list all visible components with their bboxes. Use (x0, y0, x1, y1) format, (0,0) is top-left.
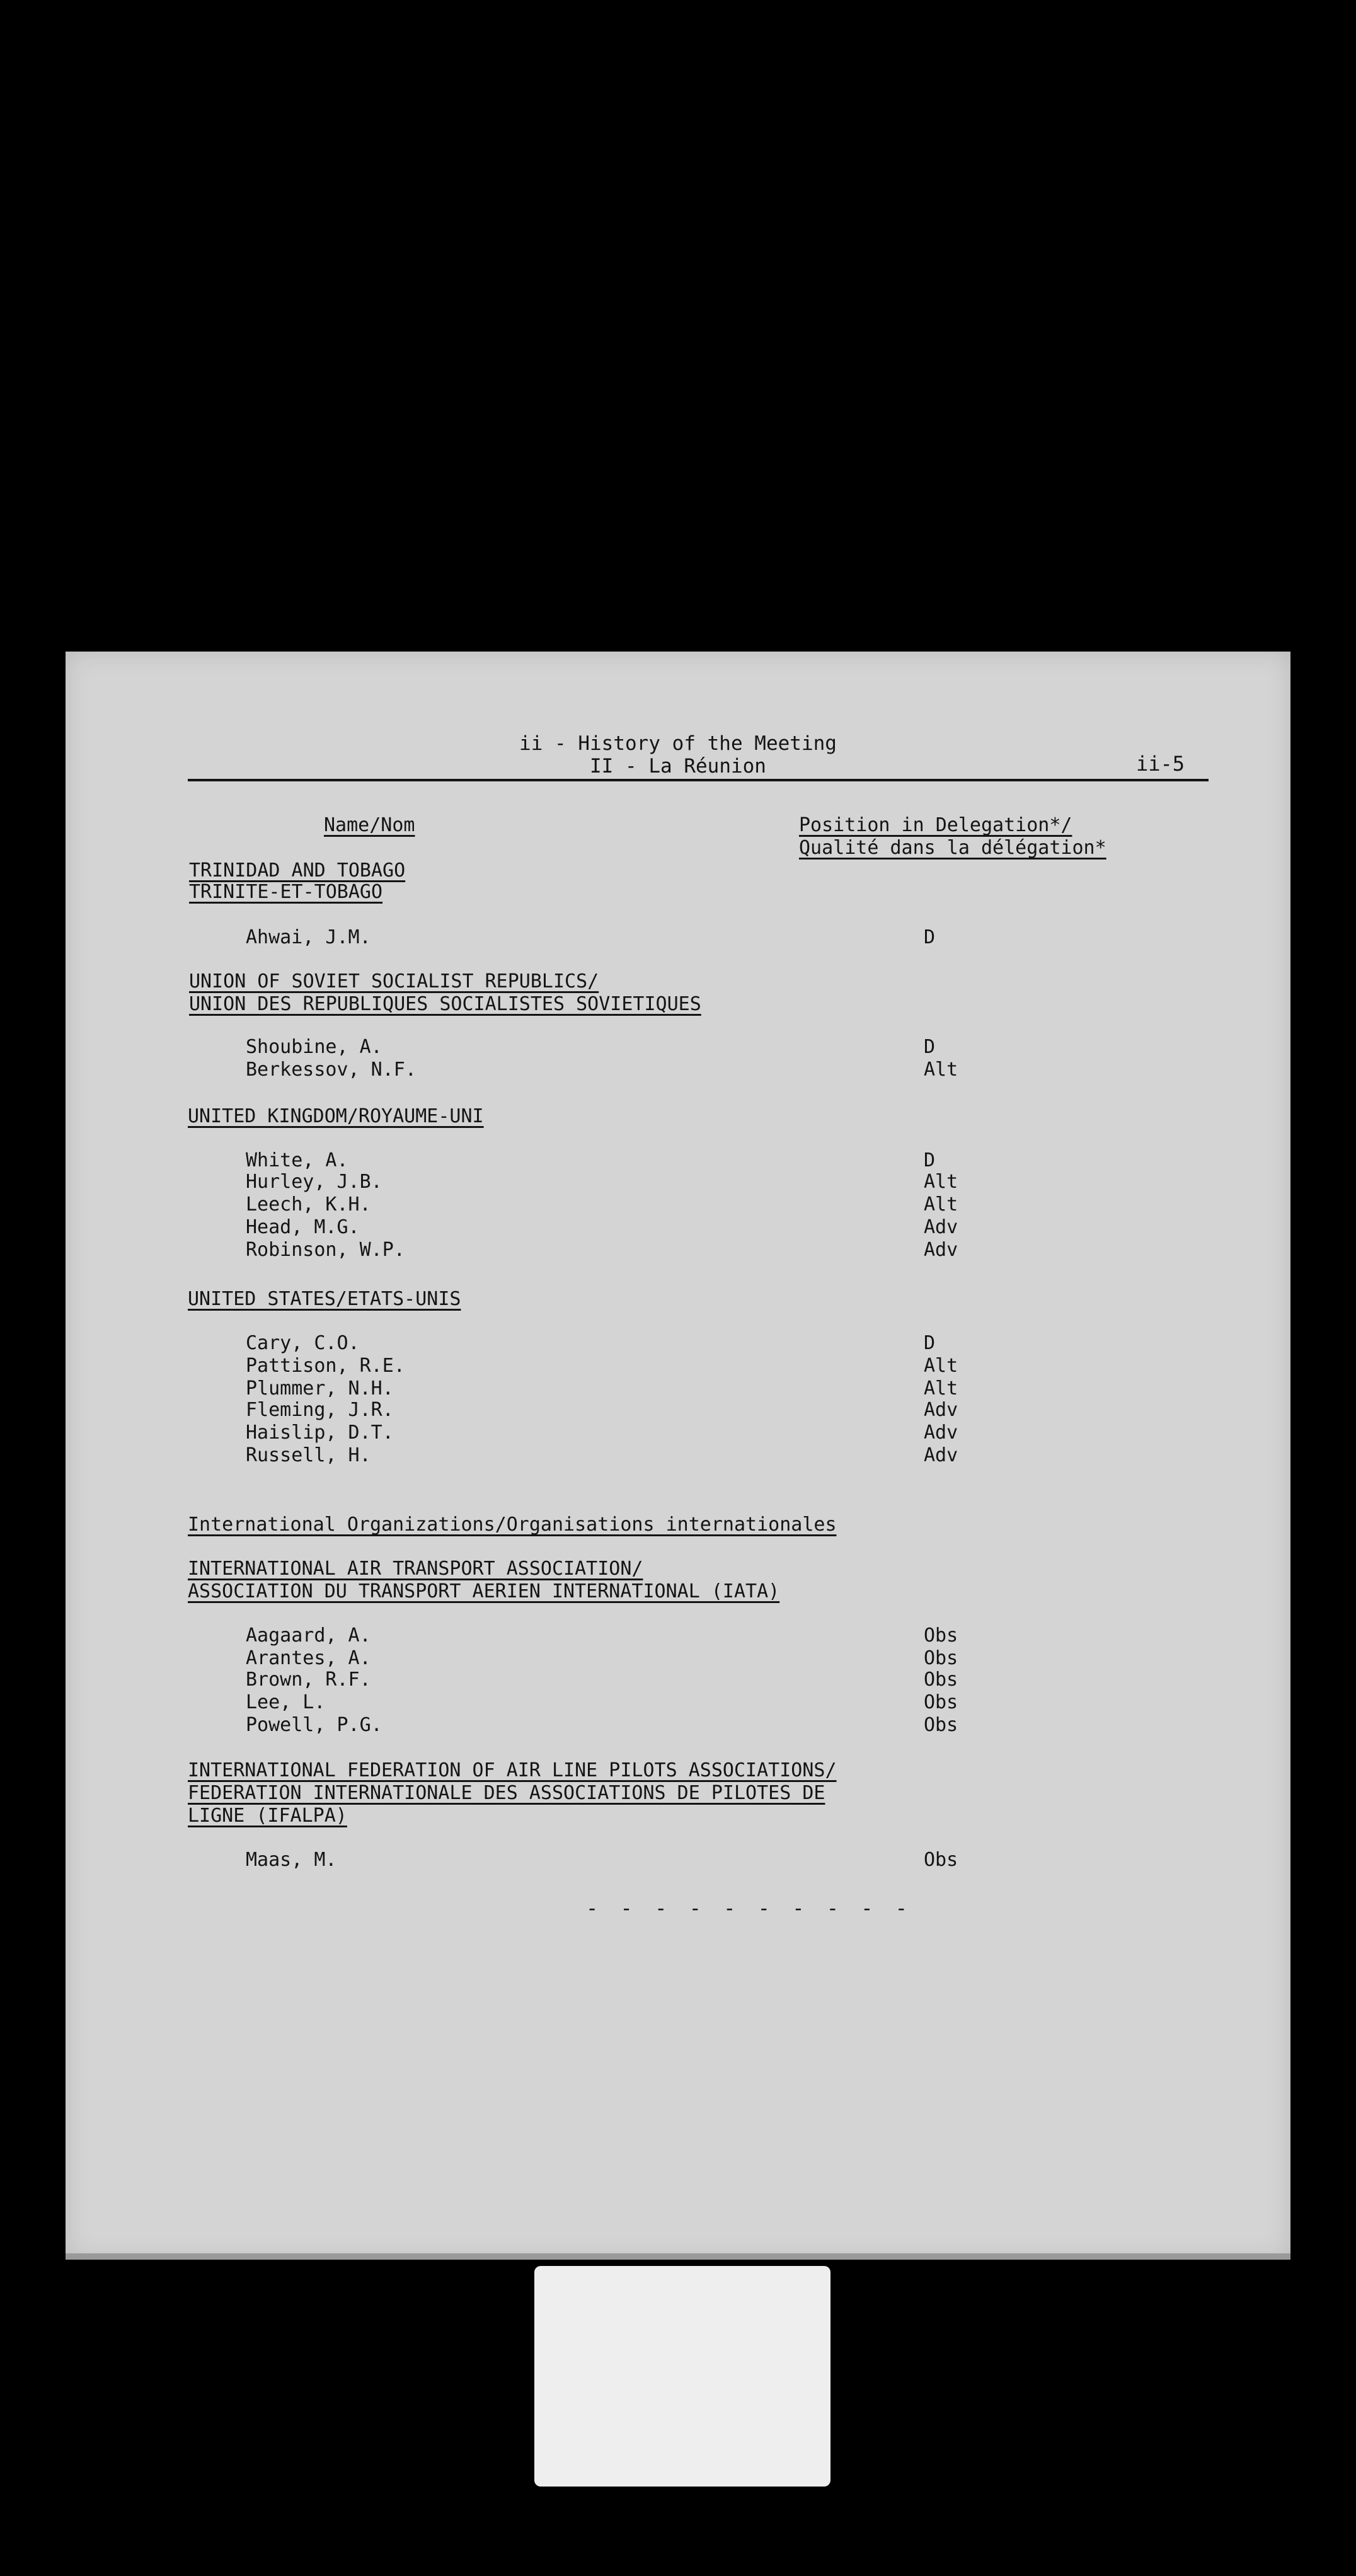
page-bottom-edge (66, 2253, 1290, 2260)
member-name: Arantes, A. (246, 1647, 371, 1669)
end-marker: - - - - - - - - - - (586, 1896, 913, 1920)
member-position: Obs (924, 1714, 958, 1736)
member-position: Obs (924, 1647, 958, 1669)
member-position: Obs (924, 1624, 958, 1647)
member-position: Obs (924, 1849, 958, 1871)
member-name: Hurley, J.B. (246, 1171, 382, 1193)
member-name: Berkessov, N.F. (246, 1059, 417, 1081)
member-name: Lee, L. (246, 1691, 326, 1713)
member-name: Plummer, N.H. (246, 1377, 394, 1400)
delegation-heading: UNITED STATES/ETATS-UNIS (188, 1288, 461, 1310)
organization-heading: LIGNE (IFALPA) (188, 1805, 347, 1827)
organization-heading: INTERNATIONAL AIR TRANSPORT ASSOCIATION/ (188, 1558, 643, 1580)
delegation-heading: UNION DES REPUBLIQUES SOCIALISTES SOVIETIQUES (189, 993, 701, 1015)
delegation-heading: UNITED KINGDOM/ROYAUME-UNI (188, 1105, 484, 1127)
member-name: Robinson, W.P. (246, 1239, 405, 1261)
member-position: Obs (924, 1669, 958, 1691)
member-name: White, A. (246, 1149, 348, 1171)
column-header-name: Name/Nom (324, 814, 415, 836)
page-number: ii-5 (1135, 752, 1185, 776)
member-name: Brown, R.F. (246, 1669, 371, 1691)
blank-card (534, 2266, 830, 2487)
member-position: Obs (924, 1691, 958, 1713)
delegation-heading: TRINITE-ET-TOBAGO (189, 881, 383, 903)
member-position: D (924, 1149, 936, 1171)
member-position: D (924, 1332, 936, 1354)
member-name: Shoubine, A. (246, 1036, 382, 1058)
organization-heading: FEDERATION INTERNATIONALE DES ASSOCIATIONS DE PILOTES DE (188, 1782, 825, 1804)
member-position: D (924, 1036, 936, 1058)
member-position: Adv (924, 1239, 958, 1261)
member-name: Leech, K.H. (246, 1193, 371, 1216)
member-position: Alt (924, 1171, 958, 1193)
organization-heading: ASSOCIATION DU TRANSPORT AERIEN INTERNATIONAL (IATA) (188, 1580, 780, 1602)
member-name: Powell, P.G. (246, 1714, 382, 1736)
member-position: Alt (924, 1355, 958, 1377)
delegation-heading: UNION OF SOVIET SOCIALIST REPUBLICS/ (189, 970, 599, 992)
member-position: Adv (924, 1216, 958, 1238)
member-position: D (924, 926, 936, 948)
member-position: Alt (924, 1059, 958, 1081)
member-name: Fleming, J.R. (246, 1399, 394, 1421)
column-header-position-line2: Qualité dans la délégation* (799, 837, 1106, 859)
member-name: Pattison, R.E. (246, 1355, 405, 1377)
member-name: Maas, M. (246, 1849, 337, 1871)
member-name: Aagaard, A. (246, 1624, 371, 1647)
header-title-fr: II - La Réunion (590, 755, 766, 778)
member-name: Haislip, D.T. (246, 1422, 394, 1444)
member-name: Ahwai, J.M. (246, 926, 371, 948)
organization-heading: INTERNATIONAL FEDERATION OF AIR LINE PILOTS ASSOCIATIONS/ (188, 1759, 837, 1781)
member-position: Adv (924, 1444, 958, 1466)
member-name: Russell, H. (246, 1444, 371, 1466)
column-header-position-line1: Position in Delegation*/ (799, 814, 1072, 836)
member-position: Adv (924, 1422, 958, 1444)
member-name: Head, M.G. (246, 1216, 360, 1238)
header-title-en: ii - History of the Meeting (519, 732, 837, 755)
document-page (66, 652, 1290, 2260)
member-position: Alt (924, 1193, 958, 1216)
intl-section-title: International Organizations/Organisations internationales (188, 1514, 837, 1536)
member-name: Cary, C.O. (246, 1332, 360, 1354)
delegation-heading: TRINIDAD AND TOBAGO (189, 860, 406, 882)
member-position: Alt (924, 1377, 958, 1400)
header-rule (188, 779, 1209, 781)
member-position: Adv (924, 1399, 958, 1421)
